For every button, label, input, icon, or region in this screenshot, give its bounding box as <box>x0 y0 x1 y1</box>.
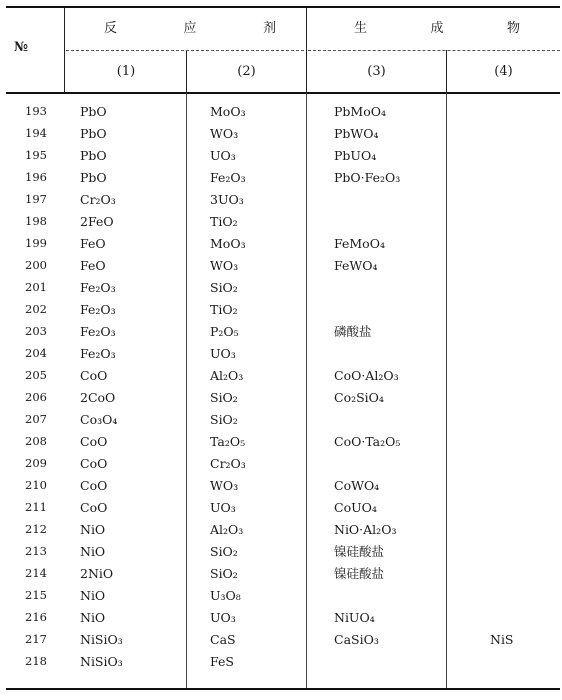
row-number: 215 <box>25 588 47 602</box>
reactant-1: NiO <box>80 543 106 559</box>
product-2 <box>474 210 560 232</box>
reactant-1: CoO <box>80 477 108 493</box>
product-2 <box>474 144 560 166</box>
product-1 <box>320 650 474 672</box>
reactant-2: Al₂O₃ <box>210 367 244 383</box>
product-1 <box>320 210 474 232</box>
reactant-1: Cr₂O₃ <box>80 191 116 207</box>
reactant-2: MoO₃ <box>210 103 246 119</box>
reactants-char-1: 反 <box>104 21 118 36</box>
reactant-1: PbO <box>80 125 107 141</box>
reactant-1: FeO <box>80 235 106 251</box>
products-subrule <box>308 50 560 51</box>
reactant-1: Fe₂O₃ <box>80 323 116 339</box>
product-1: CoO·Al₂O₃ <box>334 367 399 383</box>
product-2 <box>474 232 560 254</box>
row-number: 198 <box>25 214 47 228</box>
product-1: CoWO₄ <box>334 477 380 493</box>
row-number: 197 <box>25 192 47 206</box>
reactant-1: NiSiO₃ <box>80 631 123 647</box>
reactants-char-3: 剂 <box>262 21 276 36</box>
reactant-2: Al₂O₃ <box>210 521 244 537</box>
reactant-1: Co₃O₄ <box>80 411 118 427</box>
reactant-2: 3UO₃ <box>210 191 244 207</box>
product-1: 镍硅酸盐 <box>334 544 385 559</box>
table-row <box>6 298 560 320</box>
reactant-1: CoO <box>80 367 108 383</box>
table-row <box>6 232 560 254</box>
products-char-2: 成 <box>430 21 444 36</box>
row-number: 193 <box>25 104 47 118</box>
product-2 <box>474 474 560 496</box>
table-row <box>6 254 560 276</box>
row-number: 208 <box>25 434 47 448</box>
row-number: 196 <box>25 170 47 184</box>
reactant-1: PbO <box>80 103 107 119</box>
reactant-1: NiSiO₃ <box>80 653 123 669</box>
product-1: PbWO₄ <box>334 125 379 141</box>
reactant-1: NiO <box>80 521 106 537</box>
column-label-3: (3) <box>367 64 386 79</box>
column-label-1: (1) <box>116 64 136 79</box>
product-1: CoUO₄ <box>334 499 377 515</box>
product-2 <box>474 562 560 584</box>
reactant-1: Fe₂O₃ <box>80 301 116 317</box>
row-number: 214 <box>25 566 47 580</box>
reactant-2: SiO₂ <box>210 411 238 427</box>
row-number: 218 <box>25 654 47 668</box>
table-row <box>6 342 560 364</box>
reactant-2: Fe₂O₃ <box>210 169 246 185</box>
row-number: 209 <box>25 456 47 470</box>
product-1: CaSiO₃ <box>334 631 379 647</box>
table-row <box>6 386 560 408</box>
product-1 <box>320 408 474 430</box>
reactant-1: 2CoO <box>80 389 116 405</box>
table-row <box>6 276 560 298</box>
reactant-2: Ta₂O₅ <box>210 433 246 449</box>
product-2 <box>474 452 560 474</box>
reactant-2: UO₃ <box>210 499 236 515</box>
table-row <box>6 210 560 232</box>
table-row <box>6 408 560 430</box>
reactant-2: WO₃ <box>210 257 239 273</box>
reactant-2: TiO₂ <box>210 213 238 229</box>
number-column-header: № <box>14 40 29 55</box>
reactant-2: SiO₂ <box>210 565 238 581</box>
row-number: 199 <box>25 236 47 250</box>
reactant-2: UO₃ <box>210 609 236 625</box>
product-1: NiO·Al₂O₃ <box>334 521 397 537</box>
table-row <box>6 606 560 628</box>
reactant-2: U₃O₈ <box>210 587 241 603</box>
product-2 <box>474 650 560 672</box>
table-row <box>6 430 560 452</box>
header-divider-groups <box>306 8 307 93</box>
table-row <box>6 650 560 672</box>
reactant-2: WO₃ <box>210 477 239 493</box>
product-2 <box>474 298 560 320</box>
row-number: 195 <box>25 148 47 162</box>
reactant-1: CoO <box>80 499 108 515</box>
row-number: 202 <box>25 302 47 316</box>
product-1 <box>320 342 474 364</box>
product-1: 磷酸盐 <box>334 324 372 339</box>
products-group-header <box>354 17 520 36</box>
column-label-2: (2) <box>237 64 256 79</box>
product-2 <box>474 584 560 606</box>
reactant-1: PbO <box>80 169 107 185</box>
reactant-2: MoO₃ <box>210 235 246 251</box>
table-row <box>6 320 560 342</box>
table-row <box>6 496 560 518</box>
product-1 <box>320 298 474 320</box>
product-2 <box>474 496 560 518</box>
table-row <box>6 122 560 144</box>
row-number: 207 <box>25 412 47 426</box>
product-2 <box>474 386 560 408</box>
table-row <box>6 100 560 122</box>
reactant-1: Fe₂O₃ <box>80 279 116 295</box>
row-number: 204 <box>25 346 47 360</box>
reactant-1: CoO <box>80 433 108 449</box>
product-2 <box>474 188 560 210</box>
product-2 <box>474 518 560 540</box>
table-row <box>6 518 560 540</box>
product-2 <box>474 342 560 364</box>
column-label-4: (4) <box>494 64 513 79</box>
products-char-3: 物 <box>506 21 520 36</box>
reactant-2: CaS <box>210 631 236 647</box>
product-1: PbO·Fe₂O₃ <box>334 169 401 185</box>
reactant-2: UO₃ <box>210 147 236 163</box>
product-1 <box>320 584 474 606</box>
row-number: 212 <box>25 522 47 536</box>
bottom-rule <box>6 688 560 690</box>
reactant-2: Cr₂O₃ <box>210 455 246 471</box>
product-2 <box>474 254 560 276</box>
products-char-1: 生 <box>354 21 368 36</box>
reactant-2: FeS <box>210 653 234 669</box>
row-number: 210 <box>25 478 47 492</box>
product-2: NiS <box>490 631 514 647</box>
product-2 <box>474 430 560 452</box>
table-row <box>6 474 560 496</box>
table-row <box>6 188 560 210</box>
row-number: 201 <box>25 280 47 294</box>
reactant-2: SiO₂ <box>210 389 238 405</box>
table-row <box>6 452 560 474</box>
row-number: 217 <box>25 632 47 646</box>
row-number: 206 <box>25 390 47 404</box>
table-row <box>6 540 560 562</box>
row-number: 194 <box>25 126 47 140</box>
product-2 <box>474 100 560 122</box>
product-1: Co₂SiO₄ <box>334 389 384 405</box>
header-bottom-rule <box>6 92 560 94</box>
reactant-1: 2FeO <box>80 213 114 229</box>
top-rule <box>6 6 560 8</box>
product-1: CoO·Ta₂O₅ <box>334 433 401 449</box>
table-row <box>6 584 560 606</box>
reactant-2: UO₃ <box>210 345 236 361</box>
product-2 <box>474 122 560 144</box>
product-2 <box>474 166 560 188</box>
product-1: FeWO₄ <box>334 257 378 273</box>
table-row <box>6 562 560 584</box>
product-1: 镍硅酸盐 <box>334 566 385 581</box>
reactant-2: TiO₂ <box>210 301 238 317</box>
reactant-1: CoO <box>80 455 108 471</box>
row-number: 211 <box>25 500 47 514</box>
product-2 <box>474 320 560 342</box>
reactant-2: P₂O₅ <box>210 323 239 339</box>
reactant-2: SiO₂ <box>210 543 238 559</box>
table-row <box>6 166 560 188</box>
row-number: 203 <box>25 324 47 338</box>
reactant-1: Fe₂O₃ <box>80 345 116 361</box>
reactant-1: NiO <box>80 587 106 603</box>
reactants-group-header <box>104 17 276 36</box>
table-row <box>6 364 560 386</box>
product-2 <box>474 606 560 628</box>
product-1 <box>320 188 474 210</box>
row-number: 216 <box>25 610 47 624</box>
table-row <box>6 628 560 650</box>
product-2 <box>474 408 560 430</box>
reactant-1: NiO <box>80 609 106 625</box>
product-2 <box>474 540 560 562</box>
table-row <box>6 144 560 166</box>
product-2 <box>474 276 560 298</box>
row-number: 213 <box>25 544 47 558</box>
product-1 <box>320 276 474 298</box>
reactant-1: PbO <box>80 147 107 163</box>
product-1: NiUO₄ <box>334 609 375 625</box>
reactant-1: 2NiO <box>80 565 114 581</box>
row-number: 205 <box>25 368 47 382</box>
product-1: PbMoO₄ <box>334 103 386 119</box>
product-2 <box>474 364 560 386</box>
product-1 <box>320 452 474 474</box>
product-1: PbUO₄ <box>334 147 377 163</box>
product-1: FeMoO₄ <box>334 235 385 251</box>
reactants-subrule <box>66 50 304 51</box>
reactant-1: FeO <box>80 257 106 273</box>
reactant-2: WO₃ <box>210 125 239 141</box>
header-divider-no <box>64 8 65 93</box>
reactants-char-2: 应 <box>183 21 197 36</box>
row-number: 200 <box>25 258 47 272</box>
reactant-2: SiO₂ <box>210 279 238 295</box>
reaction-table-body <box>6 100 560 672</box>
